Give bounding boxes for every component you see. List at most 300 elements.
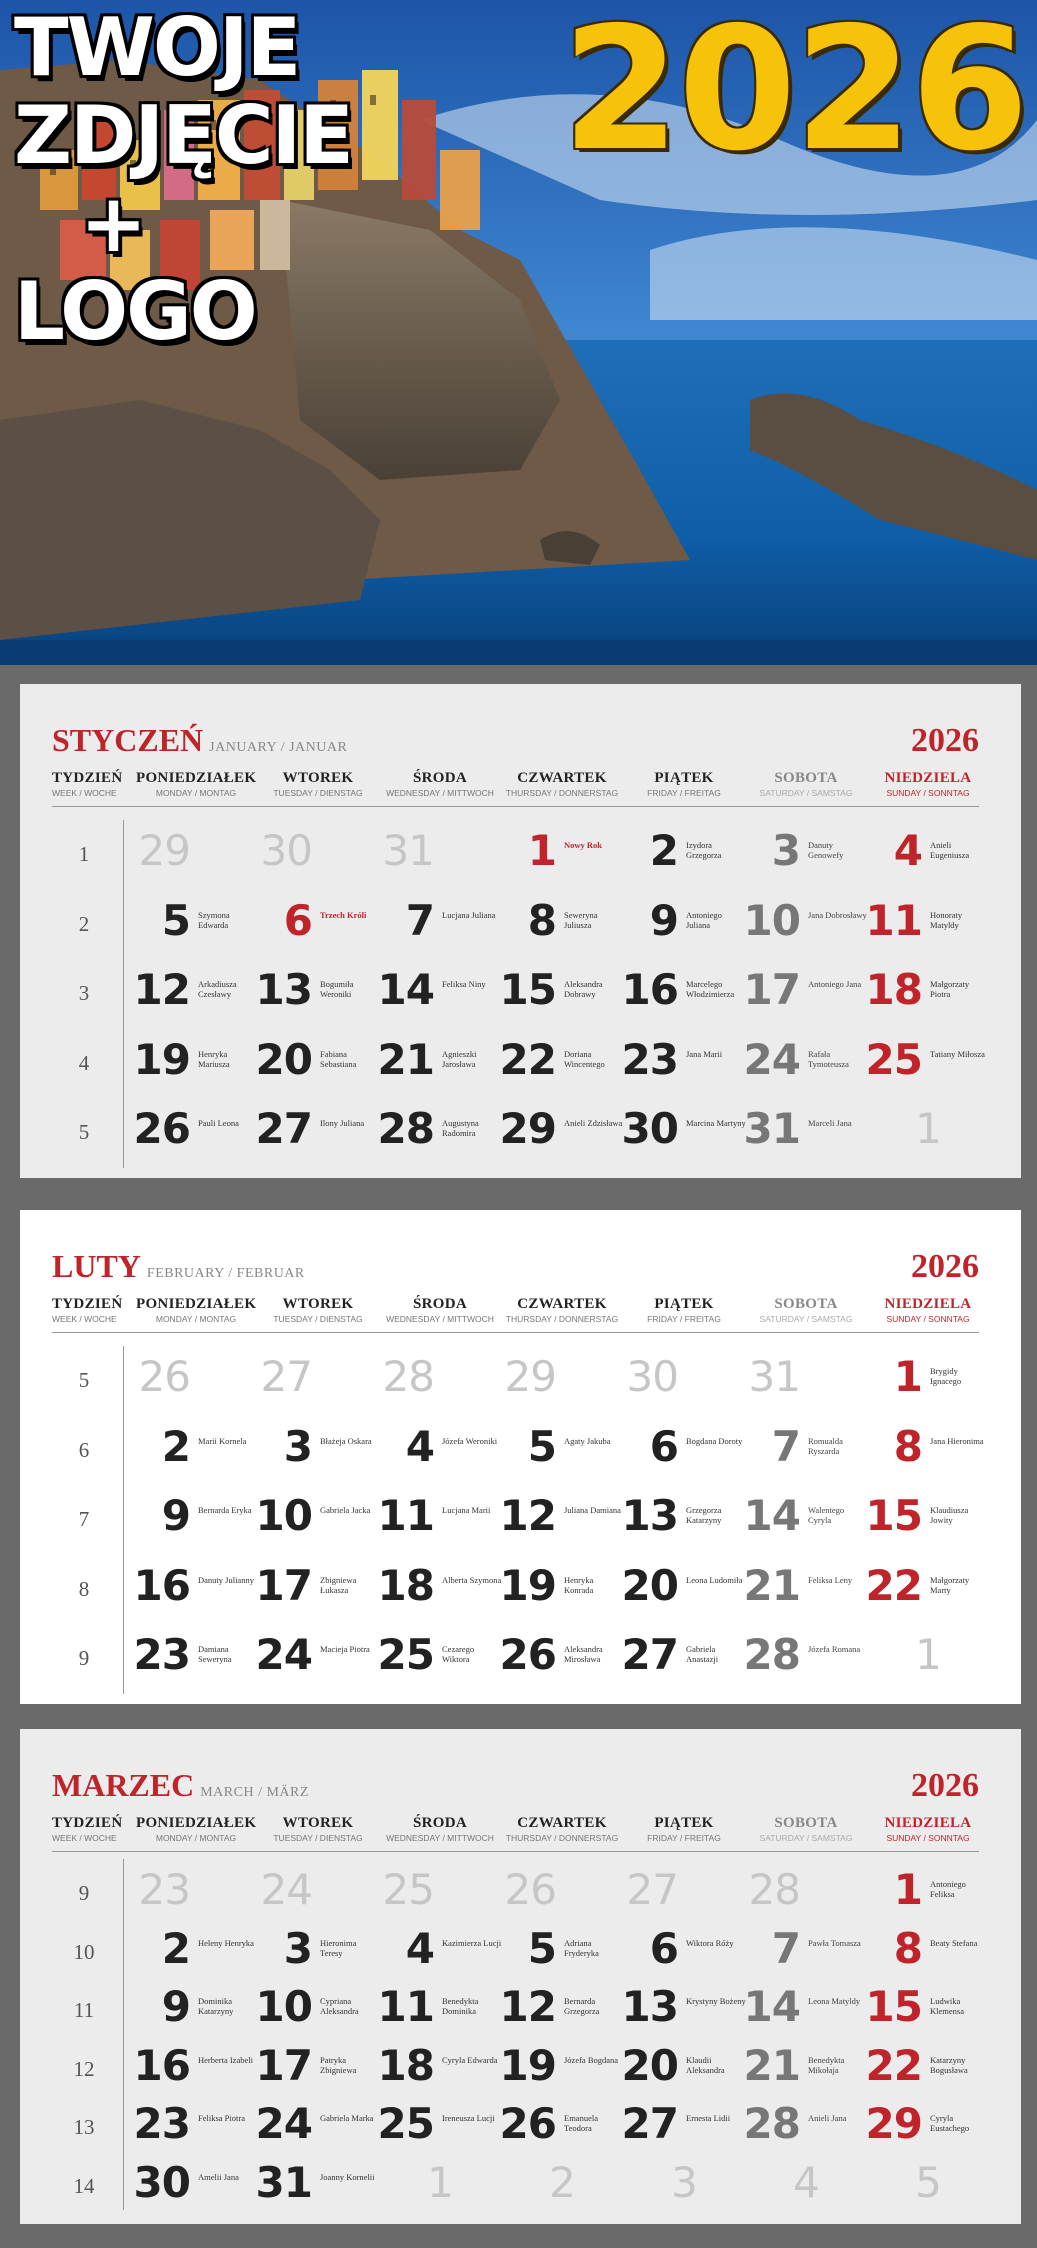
day-number: 2	[161, 1421, 190, 1471]
name-day: Tatiany Miłosza	[930, 1048, 985, 1059]
day-number: 28	[743, 1630, 800, 1679]
weekday-translation: WEDNESDAY / MITTWOCH	[386, 1833, 494, 1843]
week-row	[52, 2158, 979, 2217]
weekday-name: CZWARTEK	[517, 770, 607, 786]
day-cell	[502, 896, 622, 966]
name-day: Agaty Jakuba	[564, 1435, 611, 1446]
day-cell	[743, 1630, 866, 1700]
name-day: Aleksandra Dobrawy	[564, 979, 603, 999]
day-cell	[377, 965, 500, 1035]
day-number: 19	[499, 1560, 556, 1610]
weekday-header	[746, 1815, 866, 1843]
name-day: Augustyna Radomira	[442, 1118, 479, 1138]
day-number: 31	[382, 826, 434, 875]
day-number: 26	[499, 1630, 556, 1679]
header-year: 2026	[561, 0, 1027, 189]
day-number: 6	[283, 895, 312, 945]
day-number: 18	[377, 2040, 434, 2090]
day-cell	[502, 1352, 622, 1422]
weekday-name: ŚRODA	[412, 1296, 467, 1312]
name-day: Benedykta Dominika	[442, 1996, 479, 2016]
weekday-translation: FRIDAY / FREITAG	[647, 788, 721, 798]
month-grid	[52, 820, 985, 1168]
day-cell	[255, 1491, 378, 1561]
day-number: 6	[649, 1421, 678, 1471]
name-day: Honoraty Matyldy	[930, 909, 963, 930]
day-cell	[621, 2099, 744, 2158]
name-day: Marceli Jana	[808, 1118, 852, 1128]
day-number: 10	[255, 1982, 312, 2031]
day-number: 17	[743, 965, 800, 1014]
day-number: 29	[138, 826, 190, 875]
day-number: 29	[504, 1352, 556, 1401]
day-number: 15	[865, 1491, 922, 1540]
name-day: Małgorzaty Piotra	[930, 979, 970, 999]
promo-line: TWOJE	[14, 1, 300, 94]
day-number: 3	[671, 2157, 697, 2207]
week-number: 10	[73, 1939, 95, 1964]
day-number: 8	[527, 895, 556, 945]
name-day: Trzech Króli	[320, 909, 367, 920]
weekday-header	[502, 770, 622, 798]
day-cell	[499, 1982, 622, 2041]
day-cell	[502, 1422, 622, 1492]
month-panel-march	[20, 1729, 1021, 2224]
day-number: 12	[133, 965, 190, 1014]
day-cell	[499, 965, 622, 1035]
day-cell	[380, 896, 500, 966]
weekday-name: PIĄTEK	[654, 1815, 714, 1831]
day-number: 20	[621, 1560, 678, 1610]
day-number: 1	[427, 2157, 453, 2207]
day-cell	[377, 1034, 500, 1105]
day-number: 5	[527, 1923, 556, 1973]
weekday-header-row	[52, 1296, 979, 1333]
weekday-header	[136, 1296, 256, 1324]
month-name: STYCZEŃ	[52, 722, 204, 758]
day-cell	[255, 2099, 378, 2158]
day-cell	[133, 2157, 256, 2217]
month-panel-february	[20, 1210, 1021, 1704]
name-day: Heleny Henryka	[198, 1937, 254, 1948]
day-number: 10	[255, 1491, 312, 1540]
weekday-header	[52, 1815, 123, 1843]
day-cell	[624, 1422, 744, 1492]
weekday-translation: SUNDAY / SONNTAG	[886, 1833, 970, 1843]
name-day: Anieli Eugeniusza	[930, 840, 970, 860]
day-cell	[136, 1422, 256, 1492]
weekday-translation: SATURDAY / SAMSTAG	[759, 788, 853, 798]
day-number: 1	[915, 1104, 941, 1153]
weekday-name: PIĄTEK	[654, 1296, 714, 1312]
name-day: Katarzyny Bogusława	[930, 2054, 968, 2075]
day-cell	[136, 1924, 256, 1983]
weekday-name: TYDZIEŃ	[52, 770, 123, 786]
name-day: Ireneusza Lucji	[442, 2113, 495, 2123]
day-cell	[743, 965, 866, 1035]
name-day: Dominika Katarzyny	[198, 1996, 234, 2016]
name-day: Antoniego Jana	[808, 979, 862, 989]
day-cell	[499, 2040, 622, 2100]
name-day: Kazimierza Lucji	[442, 1937, 502, 1948]
weekday-translation: WEDNESDAY / MITTWOCH	[386, 1314, 494, 1324]
weekday-name: ŚRODA	[412, 770, 467, 786]
day-number: 28	[377, 1104, 434, 1153]
name-day: Zbigniewa Łukasza	[320, 1574, 357, 1595]
day-number: 13	[621, 1982, 678, 2031]
day-cell	[258, 1924, 378, 1983]
week-number: 1	[78, 842, 90, 866]
name-day: Leona Ludomiła	[686, 1574, 743, 1585]
weekday-header	[380, 770, 500, 798]
weekday-name: ŚRODA	[412, 1815, 467, 1831]
name-day: Danuty Genowefy	[808, 840, 844, 860]
week-row	[52, 1865, 979, 1924]
name-day: Anieli Zdzisława	[564, 1118, 623, 1128]
name-day: Joanny Kornelii	[320, 2171, 375, 2182]
weekday-name: SOBOTA	[774, 770, 838, 786]
weekday-name: WTOREK	[282, 770, 354, 786]
week-row	[52, 1561, 979, 1631]
day-cell	[621, 965, 744, 1035]
weekday-header	[258, 1815, 378, 1843]
name-day: Macieja Piotra	[320, 1644, 370, 1654]
day-cell	[133, 1104, 256, 1174]
weekday-translation: WEEK / WOCHE	[52, 1833, 117, 1843]
day-cell	[377, 2040, 500, 2100]
day-number: 4	[893, 826, 922, 875]
name-day: Anieli Jana	[808, 2113, 847, 2123]
day-number: 23	[138, 1865, 190, 1914]
weekday-header	[868, 1296, 988, 1324]
weekday-name: PONIEDZIAŁEK	[136, 770, 257, 786]
week-number: 5	[78, 1120, 90, 1144]
day-cell	[377, 1560, 502, 1631]
week-number: 12	[73, 2056, 95, 2081]
name-day: Ludwika Klemensa	[930, 1996, 964, 2016]
name-day: Antoniego Feliksa	[930, 1879, 966, 1899]
day-number: 12	[499, 1491, 556, 1540]
day-cell	[133, 1034, 256, 1105]
day-cell	[868, 1630, 988, 1700]
month-subtitle: FEBRUARY / FEBRUAR	[146, 1266, 305, 1281]
promo-line: LOGO	[14, 265, 256, 358]
day-number: 27	[621, 1630, 678, 1679]
day-cell	[255, 1982, 378, 2041]
day-cell	[865, 1034, 988, 1105]
day-cell	[621, 1104, 746, 1174]
day-number: 26	[138, 1352, 190, 1401]
day-cell	[746, 1422, 866, 1492]
day-cell	[377, 2099, 500, 2158]
weekday-name: SOBOTA	[774, 1296, 838, 1312]
day-number: 30	[621, 1104, 678, 1153]
name-day: Gabriela Marka	[320, 2113, 374, 2123]
weekday-header	[624, 1296, 744, 1324]
day-cell	[499, 1034, 622, 1105]
day-cell	[136, 1491, 256, 1561]
day-number: 11	[377, 1491, 434, 1540]
day-cell	[621, 1034, 744, 1105]
day-number: 21	[743, 2040, 800, 2090]
weekday-translation: THURSDAY / DONNERSTAG	[505, 1833, 619, 1843]
weekday-header	[502, 1815, 622, 1843]
weekday-header-row	[52, 770, 979, 807]
name-day: Cezarego Wiktora	[442, 1644, 475, 1664]
week-row	[52, 2041, 979, 2100]
day-number: 31	[748, 1352, 800, 1401]
name-day: Ilony Juliana	[320, 1118, 365, 1128]
day-cell	[380, 1422, 500, 1492]
weekday-translation: SATURDAY / SAMSTAG	[759, 1833, 853, 1843]
name-day: Walentego Cyryla	[808, 1505, 845, 1525]
day-number: 25	[377, 2099, 434, 2148]
day-cell	[499, 1104, 623, 1174]
day-cell	[377, 1104, 500, 1174]
day-cell	[746, 1352, 866, 1422]
day-number: 25	[382, 1865, 434, 1914]
day-number: 2	[649, 826, 678, 875]
day-cell	[746, 826, 866, 896]
name-day: Antoniego Juliana	[686, 909, 722, 930]
day-cell	[255, 1560, 378, 1631]
day-cell	[865, 965, 988, 1035]
week-row	[52, 896, 979, 966]
weekday-translation: MONDAY / MONTAG	[155, 788, 237, 798]
week-row	[52, 1924, 979, 1983]
day-cell	[743, 1034, 866, 1105]
month-subtitle: MARCH / MÄRZ	[200, 1785, 309, 1800]
name-day: Izydora Grzegorza	[686, 840, 722, 860]
weekday-header	[136, 770, 256, 798]
day-number: 5	[527, 1421, 556, 1471]
name-day: Cyryla Eustachego	[930, 2113, 970, 2133]
day-number: 25	[377, 1630, 434, 1679]
day-cell	[624, 896, 744, 966]
weekday-header	[52, 1296, 123, 1324]
week-number: 14	[73, 2173, 95, 2198]
week-number: 2	[78, 911, 90, 936]
day-cell	[499, 1491, 622, 1561]
weekday-name: NIEDZIELA	[884, 1815, 972, 1831]
name-day: Amelii Jana	[198, 2171, 239, 2182]
day-number: 5	[161, 895, 190, 945]
name-day: Szymona Edwarda	[198, 909, 230, 930]
name-day: Benedykta Mikołaja	[808, 2054, 845, 2075]
name-day: Lucjana Marii	[442, 1505, 491, 1515]
week-row	[52, 1352, 979, 1422]
day-cell	[621, 1491, 744, 1561]
weekday-header	[52, 770, 123, 798]
day-cell	[746, 2158, 866, 2217]
day-cell	[865, 2040, 988, 2100]
day-cell	[746, 1865, 866, 1924]
day-cell	[133, 2040, 256, 2100]
day-cell	[865, 895, 988, 966]
day-cell	[133, 2099, 256, 2158]
day-number: 27	[621, 2099, 678, 2148]
day-cell	[624, 826, 744, 896]
weekday-translation: TUESDAY / DIENSTAG	[273, 1833, 363, 1843]
day-cell	[380, 2158, 500, 2217]
day-number: 9	[649, 895, 678, 945]
day-number: 27	[626, 1865, 678, 1914]
day-number: 1	[893, 1865, 922, 1914]
name-day: Hieronima Teresy	[320, 1937, 357, 1958]
day-cell	[136, 1982, 256, 2041]
weekday-translation: THURSDAY / DONNERSTAG	[505, 1314, 619, 1324]
day-cell	[255, 965, 378, 1035]
name-day: Józefa Bogdana	[564, 2054, 619, 2065]
day-number: 4	[405, 1923, 434, 1973]
day-cell	[499, 1630, 622, 1700]
day-number: 3	[771, 826, 800, 875]
name-day: Doriana Wincentego	[564, 1048, 605, 1069]
week-number: 9	[78, 1646, 90, 1670]
day-cell	[255, 2040, 378, 2100]
day-cell	[624, 2158, 744, 2217]
weekday-header	[868, 1815, 988, 1843]
day-cell	[743, 2099, 866, 2158]
day-cell	[502, 1924, 622, 1983]
day-number: 3	[283, 1421, 312, 1471]
day-number: 19	[133, 1034, 190, 1084]
name-day: Juliana Damiana	[564, 1505, 621, 1515]
day-number: 26	[504, 1865, 556, 1914]
day-cell	[499, 1560, 622, 1631]
day-cell	[380, 1865, 500, 1924]
day-number: 4	[405, 1421, 434, 1471]
weekday-translation: FRIDAY / FREITAG	[647, 1833, 721, 1843]
weekday-header	[258, 770, 378, 798]
day-number: 7	[771, 1421, 800, 1471]
day-number: 31	[743, 1104, 800, 1153]
day-cell	[743, 1560, 866, 1631]
day-number: 18	[865, 965, 922, 1014]
weekday-name: CZWARTEK	[517, 1815, 607, 1831]
day-cell	[136, 826, 256, 896]
weekday-translation: WEEK / WOCHE	[52, 788, 117, 798]
day-cell	[377, 1630, 500, 1700]
day-cell	[868, 826, 988, 896]
day-number: 31	[255, 2157, 312, 2207]
day-number: 1	[527, 826, 556, 875]
week-row	[52, 1104, 979, 1174]
month-heading	[52, 722, 979, 762]
name-day: Feliksa Leny	[808, 1574, 853, 1585]
day-number: 9	[161, 1491, 190, 1540]
day-number: 2	[549, 2157, 575, 2207]
day-number: 11	[865, 895, 922, 945]
month-year: 2026	[911, 1248, 979, 1285]
name-day: Damiana Seweryna	[198, 1644, 232, 1664]
name-day: Marii Kornela	[198, 1435, 247, 1446]
weekday-header	[624, 770, 744, 798]
day-cell	[868, 1865, 988, 1924]
month-year: 2026	[911, 1767, 979, 1804]
day-cell	[868, 1104, 988, 1174]
weekday-translation: WEEK / WOCHE	[52, 1314, 117, 1324]
day-number: 13	[621, 1491, 678, 1540]
week-row	[52, 1421, 984, 1492]
day-cell	[743, 1982, 866, 2041]
day-cell	[743, 1104, 866, 1174]
day-cell	[865, 1560, 988, 1631]
name-day: Patryka Zbigniewa	[320, 2054, 357, 2075]
name-day: Henryka Mariusza	[198, 1048, 230, 1069]
name-day: Klaudii Aleksandra	[686, 2054, 725, 2075]
day-number: 14	[743, 1982, 800, 2031]
day-cell	[380, 826, 500, 896]
day-cell	[377, 1491, 500, 1561]
month-heading	[52, 1767, 979, 1807]
week-number: 3	[78, 981, 90, 1005]
name-day: Jana Dobrosławy	[808, 909, 867, 920]
day-number: 6	[649, 1923, 678, 1973]
weekday-header	[380, 1296, 500, 1324]
day-cell	[743, 2040, 866, 2100]
month-heading	[52, 1248, 979, 1288]
promo-text	[14, 1, 352, 358]
day-cell	[865, 1982, 988, 2041]
week-number: 11	[73, 1998, 95, 2022]
day-number: 30	[626, 1352, 678, 1401]
week-number: 6	[78, 1437, 90, 1462]
day-cell	[255, 1630, 378, 1700]
day-cell	[258, 1352, 378, 1422]
name-day: Bogumiła Weroniki	[320, 979, 354, 999]
week-row	[52, 1982, 979, 2041]
name-day: Krystyny Bożeny	[686, 1996, 746, 2006]
day-number: 26	[133, 1104, 190, 1153]
name-day: Emanuela Teodora	[564, 2113, 598, 2133]
name-day: Agnieszki Jarosława	[442, 1048, 477, 1069]
name-day: Cyryla Edwarda	[442, 2054, 498, 2065]
day-number: 25	[865, 1034, 922, 1084]
week-number: 5	[78, 1368, 90, 1392]
day-cell	[255, 1104, 378, 1174]
name-day: Alberta Szymona	[442, 1574, 502, 1585]
weekday-name: WTOREK	[282, 1296, 354, 1312]
day-number: 7	[771, 1923, 800, 1973]
name-day: Marcelego Włodzimierza	[686, 979, 735, 999]
name-day: Klaudiusza Jowity	[930, 1505, 969, 1525]
day-cell	[624, 1924, 744, 1983]
name-day: Bogdana Doroty	[686, 1435, 743, 1446]
week-number: 8	[78, 1576, 90, 1601]
day-number: 24	[255, 2099, 312, 2148]
name-day: Cypriana Aleksandra	[320, 1996, 359, 2016]
day-number: 16	[621, 965, 678, 1014]
promo-line: ZDJĘCIE	[14, 89, 352, 182]
week-number: 4	[78, 1050, 90, 1075]
weekday-name: PONIEDZIAŁEK	[136, 1815, 257, 1831]
day-cell	[621, 1630, 744, 1700]
day-number: 26	[499, 2099, 556, 2148]
day-number: 22	[499, 1034, 556, 1084]
name-day: Nowy Rok	[564, 840, 603, 850]
day-number: 28	[743, 2099, 800, 2148]
weekday-header	[868, 770, 988, 798]
day-cell	[258, 1422, 378, 1492]
weekday-translation: SUNDAY / SONNTAG	[886, 788, 970, 798]
name-day: Danuty Julianny	[198, 1574, 254, 1585]
day-number: 12	[499, 1982, 556, 2031]
month-subtitle: JANUARY / JANUAR	[209, 740, 348, 755]
weekday-header	[380, 1815, 500, 1843]
day-cell	[621, 1560, 744, 1631]
day-cell	[624, 1352, 744, 1422]
